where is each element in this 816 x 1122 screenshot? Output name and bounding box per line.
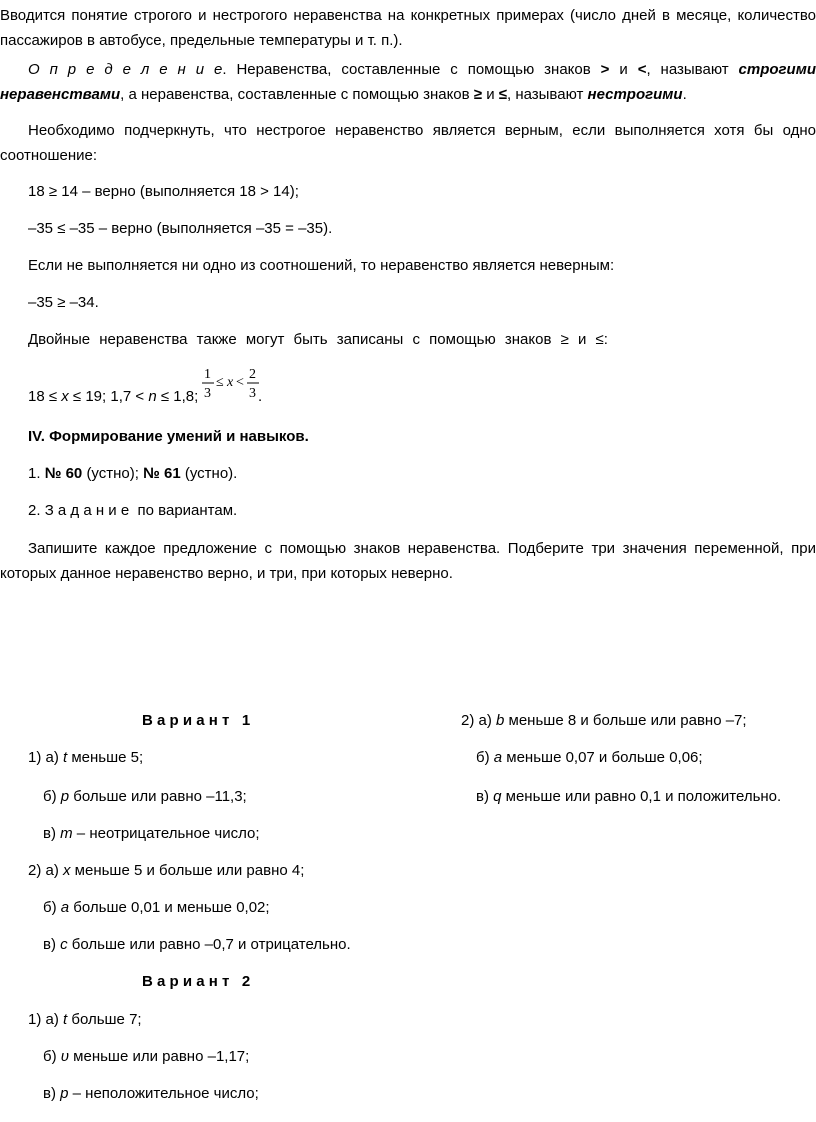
fraction-period: . [258,388,263,405]
variant-1-right-line-3: в) q меньше или равно 0,1 и положительно. [476,788,782,805]
necessary-paragraph: Необходимо подчеркнуть, что нестрогое неравенство является верным, если выполняется хотя бы одно соотношение: [0,122,816,164]
variant-1-line-3: в) m – неотрицательное число; [43,825,260,842]
task-item-2: 2. З а д а н и е по вариантам. [28,502,238,519]
example-line-1: 18 ≥ 14 – верно (выполняется 18 > 14); [28,183,299,200]
example-line-3: –35 ≥ –34. [28,294,99,311]
strict-term: строгими неравенствами [0,61,816,103]
variant-2-line-3: в) p – неположительное число; [43,1085,259,1102]
variant-1-line-4: 2) а) x меньше 5 и больше или равно 4; [28,862,305,879]
variant-1-right-line-2: б) a меньше 0,07 и больше 0,06; [476,749,703,766]
fraction-bar-1 [202,382,214,384]
task-item-1: 1. № 60 (устно); № 61 (устно). [28,465,238,482]
nonstrict-term: нестрогими [587,86,683,103]
task-paragraph: Запишите каждое предложение с помощью знаков неравенства. Подберите три значения переменной, при которых данное неравенство верно, и три, при которых неверно. [0,540,816,582]
definition-label: О п р е д е л е н и е [28,61,223,78]
variant-1-line-1: 1) а) t меньше 5; [28,749,144,766]
variant-1-right-line-1: 2) а) b меньше 8 и больше или равно –7; [461,712,747,729]
variant-1-line-6: в) c больше или равно –0,7 и отрицательно. [43,936,351,953]
section-heading: IV. Формирование умений и навыков. [28,428,309,445]
variant-1-line-2: б) p больше или равно –11,3; [43,788,247,805]
double-inequality-examples: 18 ≤ x ≤ 19; 1,7 < n ≤ 1,8; [28,388,199,405]
fraction-inequality: 1 3 ≤ x < 2 3 [200,368,266,404]
variant-2-line-2: б) υ меньше или равно –1,17; [43,1048,250,1065]
variant-2-title: В а р и а н т 2 [142,973,251,990]
variant-1-title: В а р и а н т 1 [142,712,251,729]
definition-paragraph: О п р е д е л е н и е. Неравенства, составленные с помощью знаков > и <, называют строгими неравенствами, а неравенства, составленные с помощью знаков ≥ и ≤, называют нестрогими. [0,61,816,103]
variant-2-line-1: 1) а) t больше 7; [28,1011,142,1028]
intro-paragraph: Вводится понятие строгого и нестрогого неравенства на конкретных примерах (число дней в месяце, количество пассажиров в автобусе, предельные температуры и т. п.). [0,7,816,49]
if-not-paragraph: Если не выполняется ни одно из соотношений, то неравенство является неверным: [28,257,615,274]
example-line-2: –35 ≤ –35 – верно (выполняется –35 = –35). [28,220,333,237]
variant-1-line-5: б) a больше 0,01 и меньше 0,02; [43,899,270,916]
double-inequality-paragraph: Двойные неравенства также могут быть записаны с помощью знаков ≥ и ≤: [28,331,608,348]
